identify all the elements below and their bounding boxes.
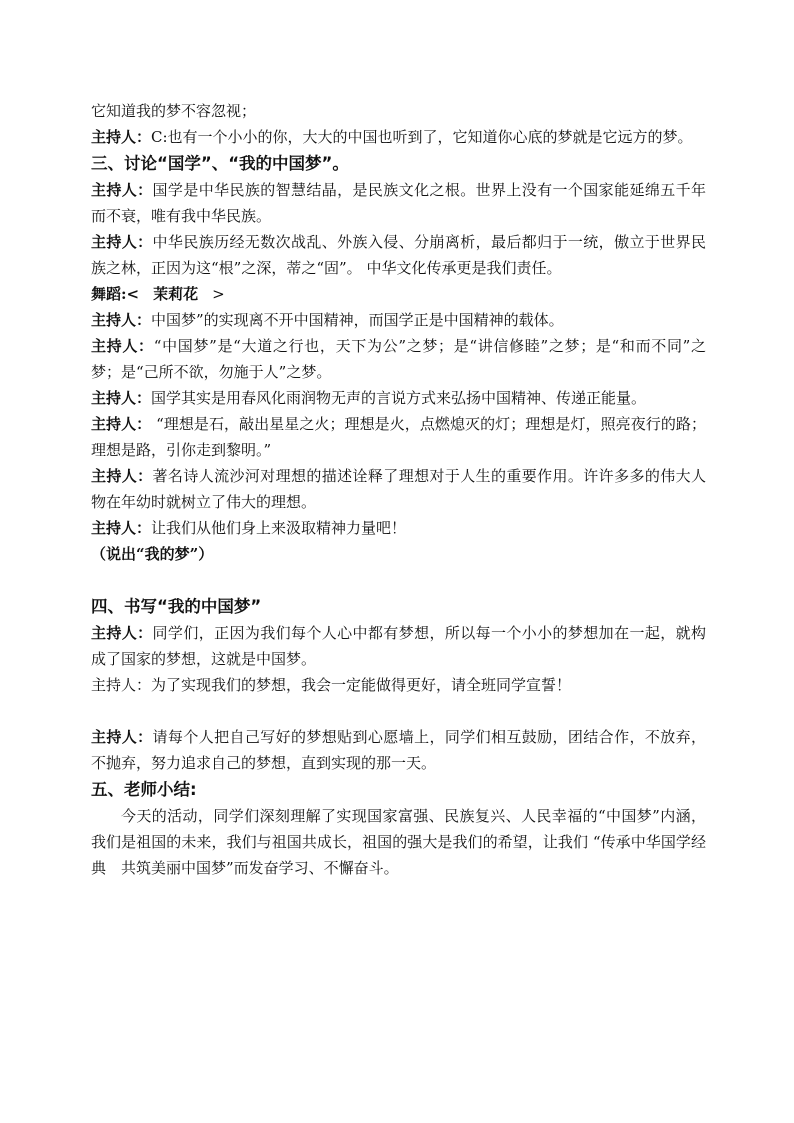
host-paragraph-9 — [91, 515, 706, 541]
blank-line — [91, 698, 706, 724]
host-label: 主持人： — [91, 415, 152, 433]
document-body — [91, 98, 706, 881]
paragraph-text: 让我们从他们身上来汲取精神力量吧！ — [151, 519, 407, 537]
paragraph-text: 中华民族历经无数次战乱、外族入侵、分崩离析，最后都归于一统，傲立于世界民族之林，正因为这“根”之深，蒂之“固”。 中华文化传承更是我们责任。 — [91, 233, 706, 277]
host-label: 主持人： — [91, 467, 153, 485]
host-label: 主持人： — [91, 128, 152, 146]
host-paragraph-3 — [91, 229, 706, 281]
section-4-heading: 四、书写“我的中国梦” — [91, 597, 262, 616]
dance-line — [91, 281, 706, 307]
dance-close: > — [212, 285, 225, 303]
host-label: 主持人： — [91, 233, 153, 251]
host-paragraph-11 — [91, 672, 706, 698]
paragraph-text: C:也有一个小小的你，大大的中国也听到了，它知道你心底的梦就是它远方的梦。 — [151, 128, 693, 146]
paragraph-text: 为了实现我们的梦想，我会一定能做得更好，请全班同学宣誓！ — [151, 676, 572, 694]
host-label: 主持人： — [91, 389, 152, 407]
paragraph-text: 国学是中华民族的智慧结晶，是民族文化之根。世界上没有一个国家能延绵五千年而不衰，唯有我中华民族。 — [91, 181, 706, 225]
section-5-heading: 五、老师小结: — [91, 780, 197, 799]
host-label: 主持人： — [91, 337, 154, 355]
host-paragraph-8 — [91, 463, 706, 515]
blank-line — [91, 567, 706, 593]
teacher-summary: 今天的活动，同学们深刻理解了实现国家富强、民族复兴、人民幸福的“中国梦”内涵，我们是祖国的未来，我们与祖国共成长，祖国的强大是我们的希望，让我们 “传承中华国学经典 共筑美丽中国梦”而发奋学习、不懈奋斗。 — [91, 807, 706, 877]
speak-dream-note: （说出“我的梦”） — [91, 545, 214, 563]
host-label-plain: 主持人： — [91, 676, 152, 694]
paragraph-text: 同学们，正因为我们每个人心中都有梦想，所以每一个小小的梦想加在一起，就构成了国家的梦想，这就是中国梦。 — [91, 624, 706, 668]
paragraph-text: 中国梦”的实现离不开中国精神，而国学正是中国精神的载体。 — [151, 311, 564, 329]
host-paragraph-7 — [91, 411, 706, 463]
host-label: 主持人： — [91, 624, 153, 642]
host-paragraph-2 — [91, 177, 706, 229]
paragraph-text: “理想是石，敲出星星之火；理想是火，点燃熄灭的灯；理想是灯，照亮夜行的路；理想是路，引你走到黎明。” — [91, 415, 706, 459]
dance-title: 茉莉花 — [153, 285, 199, 303]
text-line-continuation: 它知道我的梦不容忽视； — [91, 102, 257, 120]
paragraph-text: 著名诗人流沙河对理想的描述诠释了理想对于人生的重要作用。许许多多的伟大人物在年幼时就树立了伟大的理想。 — [91, 467, 706, 511]
host-paragraph-10 — [91, 620, 706, 672]
host-label: 主持人： — [91, 181, 153, 199]
host-label: 主持人： — [91, 519, 152, 537]
host-paragraph-12 — [91, 724, 706, 776]
host-label: 主持人： — [91, 728, 153, 746]
host-paragraph-6 — [91, 385, 706, 411]
host-paragraph-5 — [91, 333, 706, 385]
host-label: 主持人： — [91, 311, 152, 329]
paragraph-text: 国学其实是用春风化雨润物无声的言说方式来弘扬中国精神、传递正能量。 — [151, 389, 647, 407]
paragraph-text: “中国梦”是“大道之行也，天下为公”之梦；是“讲信修睦”之梦；是“和而不同”之梦；是“己所不欲，勿施于人”之梦。 — [91, 337, 706, 381]
dance-label: 舞蹈:< — [91, 285, 140, 303]
paragraph-text: 请每个人把自己写好的梦想贴到心愿墙上，同学们相互鼓励，团结合作，不放弃，不抛弃，努力追求自己的梦想，直到实现的那一天。 — [91, 728, 706, 772]
host-paragraph-1 — [91, 124, 706, 150]
section-3-heading: 三、讨论“国学”、“我的中国梦”。 — [91, 154, 349, 173]
host-paragraph-4 — [91, 307, 706, 333]
